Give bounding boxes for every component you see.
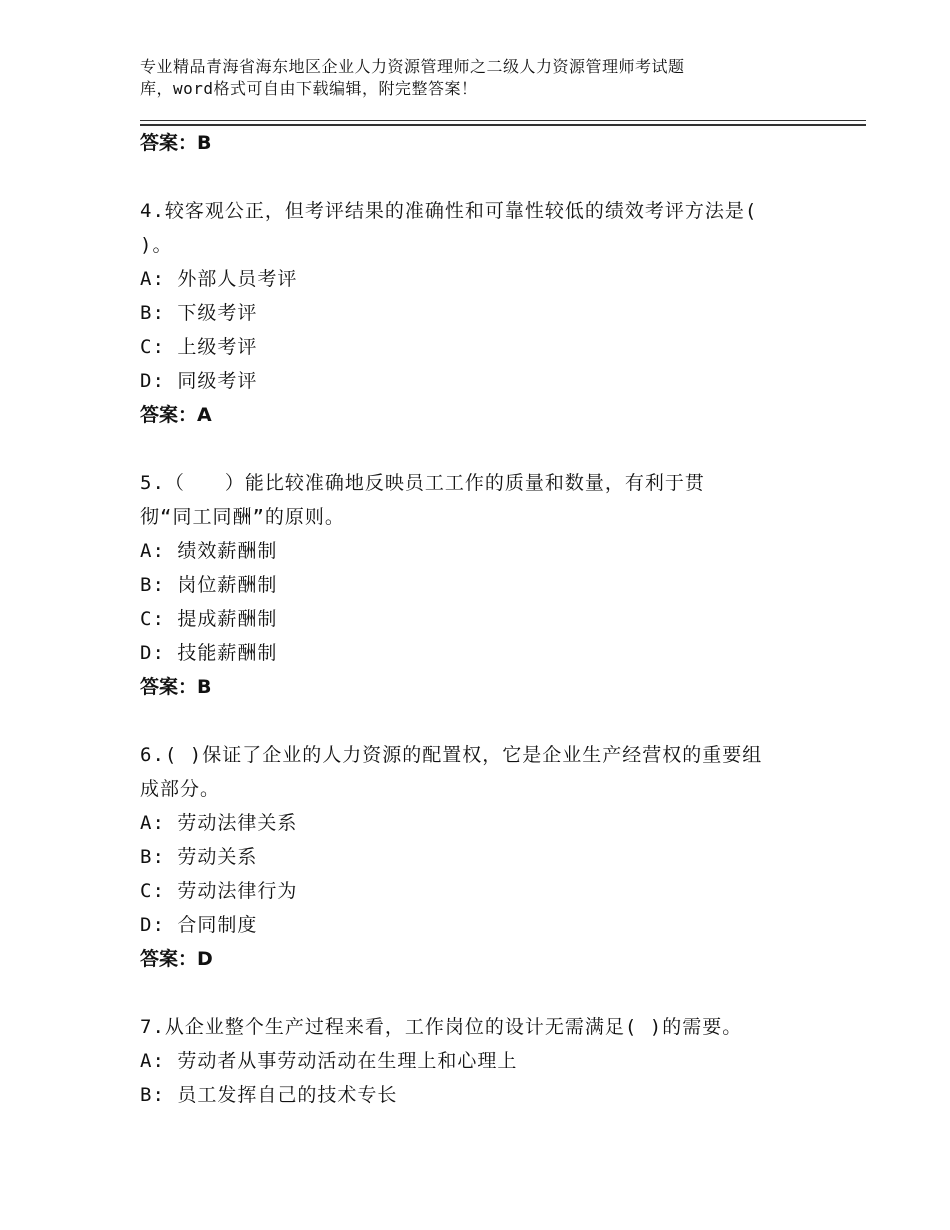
option-b: B: 岗位薪酬制	[140, 574, 278, 596]
answer-label: 答案：B	[140, 132, 212, 154]
option-c: C: 劳动法律行为	[140, 880, 298, 902]
option-b: B: 下级考评	[140, 302, 258, 324]
option-a: A: 绩效薪酬制	[140, 540, 278, 562]
option-b: B: 员工发挥自己的技术专长	[140, 1084, 398, 1106]
option-d: D: 同级考评	[140, 370, 258, 392]
question-5	[140, 466, 820, 704]
answer-label: 答案：A	[140, 404, 212, 426]
spacer	[140, 432, 820, 466]
page-header	[140, 56, 780, 100]
option-c: C: 提成薪酬制	[140, 608, 278, 630]
question-6	[140, 738, 820, 976]
question-text: 成部分。	[140, 778, 221, 800]
header-title-line-2: 库，word格式可自由下载编辑，附完整答案！	[140, 79, 478, 98]
answer-label: 答案：B	[140, 676, 212, 698]
option-c: C: 上级考评	[140, 336, 258, 358]
spacer	[140, 160, 820, 194]
option-d: D: 合同制度	[140, 914, 258, 936]
option-a: A: 外部人员考评	[140, 268, 298, 290]
question-text: 7.从企业整个生产过程来看，工作岗位的设计无需满足( )的需要。	[140, 1016, 743, 1038]
answer-label: 答案：D	[140, 948, 213, 970]
option-b: B: 劳动关系	[140, 846, 258, 868]
option-a: A: 劳动法律关系	[140, 812, 298, 834]
option-d: D: 技能薪酬制	[140, 642, 278, 664]
question-text: 5.（ ）能比较准确地反映员工工作的质量和数量，有利于贯	[140, 472, 705, 494]
spacer	[140, 976, 820, 1010]
question-list	[140, 126, 820, 1112]
question-text: 彻“同工同酬”的原则。	[140, 506, 345, 528]
question-7	[140, 1010, 820, 1112]
question-text: )。	[140, 234, 173, 256]
question-text: 4.较客观公正，但考评结果的准确性和可靠性较低的绩效考评方法是(	[140, 200, 758, 222]
header-title-line-1: 专业精品青海省海东地区企业人力资源管理师之二级人力资源管理师考试题	[140, 57, 685, 76]
question-text: 6.( )保证了企业的人力资源的配置权，它是企业生产经营权的重要组	[140, 744, 763, 766]
spacer	[140, 704, 820, 738]
question-4	[140, 194, 820, 432]
option-a: A: 劳动者从事劳动活动在生理上和心理上	[140, 1050, 518, 1072]
